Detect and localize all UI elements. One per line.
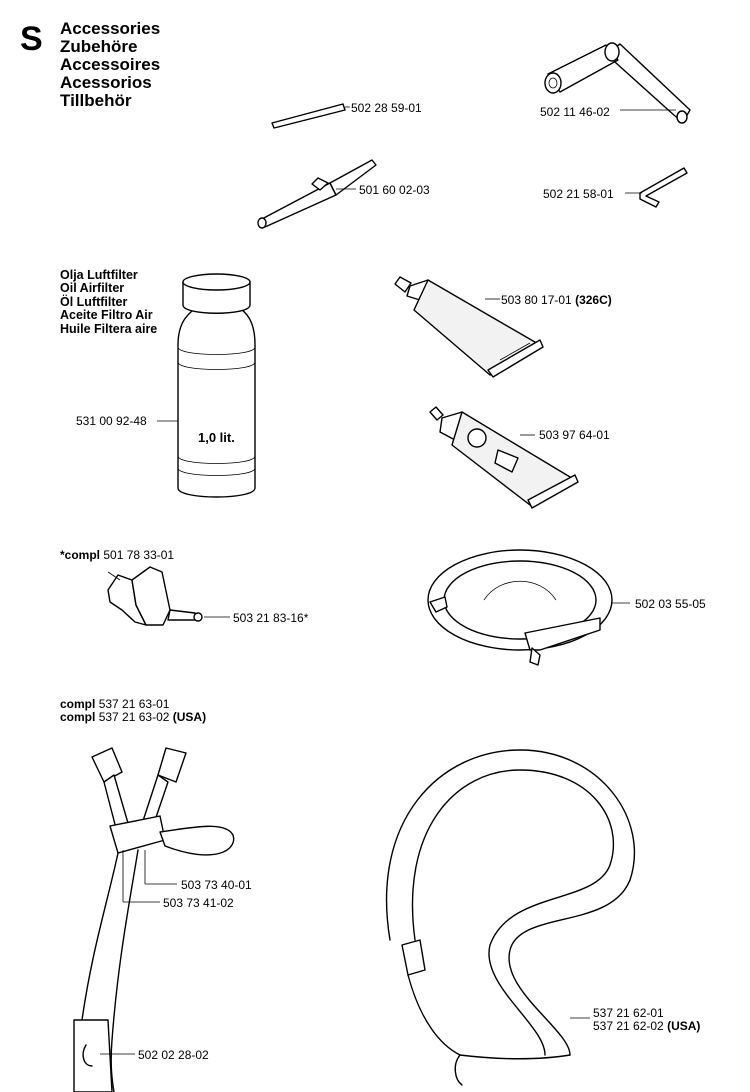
part-number-rod: 502 28 59-01 bbox=[351, 101, 422, 115]
title-line: Acessorios bbox=[60, 73, 152, 92]
clamp-illustration bbox=[108, 567, 230, 625]
title-line: Accessoires bbox=[60, 55, 161, 74]
oil-label: Aceite Filtro Air bbox=[60, 308, 153, 323]
part-number-grease-tube-2: 503 97 64-01 bbox=[539, 428, 610, 442]
compl-prefix: *compl bbox=[60, 548, 101, 562]
compl-number: 501 78 33-01 bbox=[103, 548, 175, 562]
compl-harness-label bbox=[60, 710, 206, 724]
title-line: Accessories bbox=[60, 19, 161, 38]
oil-bottle-illustration bbox=[157, 274, 255, 497]
part-number-single-strap-2 bbox=[593, 1019, 700, 1033]
part-suffix: (326C) bbox=[575, 293, 612, 307]
oil-label: Huile Filtera aire bbox=[60, 321, 158, 336]
compl-prefix: compl bbox=[60, 710, 96, 724]
part-number-strap-buckle-2: 503 73 41-02 bbox=[163, 896, 234, 910]
rod-illustration bbox=[272, 104, 350, 128]
title-line: Zubehöre bbox=[60, 37, 138, 56]
section-letter: S bbox=[20, 20, 43, 58]
compl-prefix: compl bbox=[60, 697, 96, 711]
page-titles bbox=[60, 20, 160, 110]
part-number-grease-tube bbox=[501, 293, 612, 307]
part-suffix: (USA) bbox=[667, 1019, 701, 1033]
hex-key-illustration bbox=[625, 168, 687, 207]
title-line: Tillbehör bbox=[60, 91, 132, 110]
oil-label: Oil Airfilter bbox=[60, 281, 125, 296]
single-strap-illustration bbox=[387, 750, 635, 1085]
part-number-single-strap-1: 537 21 62-01 bbox=[593, 1006, 664, 1020]
part-number-file: 501 60 02-03 bbox=[359, 183, 430, 197]
compl-clamp-label bbox=[60, 548, 174, 562]
part-number-oil-bottle: 531 00 92-48 bbox=[76, 414, 147, 428]
compl-suffix: (USA) bbox=[172, 710, 207, 724]
compl-number: 537 21 63-01 bbox=[98, 697, 170, 711]
part-number-ring-guard: 502 03 55-05 bbox=[635, 597, 706, 611]
grease-tube-illustration bbox=[395, 277, 543, 377]
oil-label: Olja Luftfilter bbox=[60, 268, 138, 282]
part-number-hex-key: 502 21 58-01 bbox=[543, 187, 614, 201]
part-number-socket-wrench: 502 11 46-02 bbox=[540, 105, 610, 119]
compl-harness-label bbox=[60, 697, 169, 711]
grease-tube-2-illustration bbox=[430, 407, 578, 508]
oil-label: Öl Luftfilter bbox=[60, 294, 128, 309]
harness-illustration bbox=[74, 748, 234, 1092]
part-number: 503 80 17-01 bbox=[501, 293, 572, 307]
part-number-strap-buckle-1: 503 73 40-01 bbox=[181, 878, 252, 892]
compl-number: 537 21 63-02 bbox=[98, 710, 170, 724]
part-number-strap-hook: 502 02 28-02 bbox=[138, 1048, 209, 1062]
oil-volume: 1,0 lit. bbox=[198, 430, 235, 445]
part-number-clamp-screw: 503 21 83-16* bbox=[233, 611, 309, 625]
ring-guard-illustration bbox=[428, 550, 630, 665]
oil-labels bbox=[60, 269, 157, 336]
part-number: 537 21 62-02 bbox=[593, 1019, 664, 1033]
